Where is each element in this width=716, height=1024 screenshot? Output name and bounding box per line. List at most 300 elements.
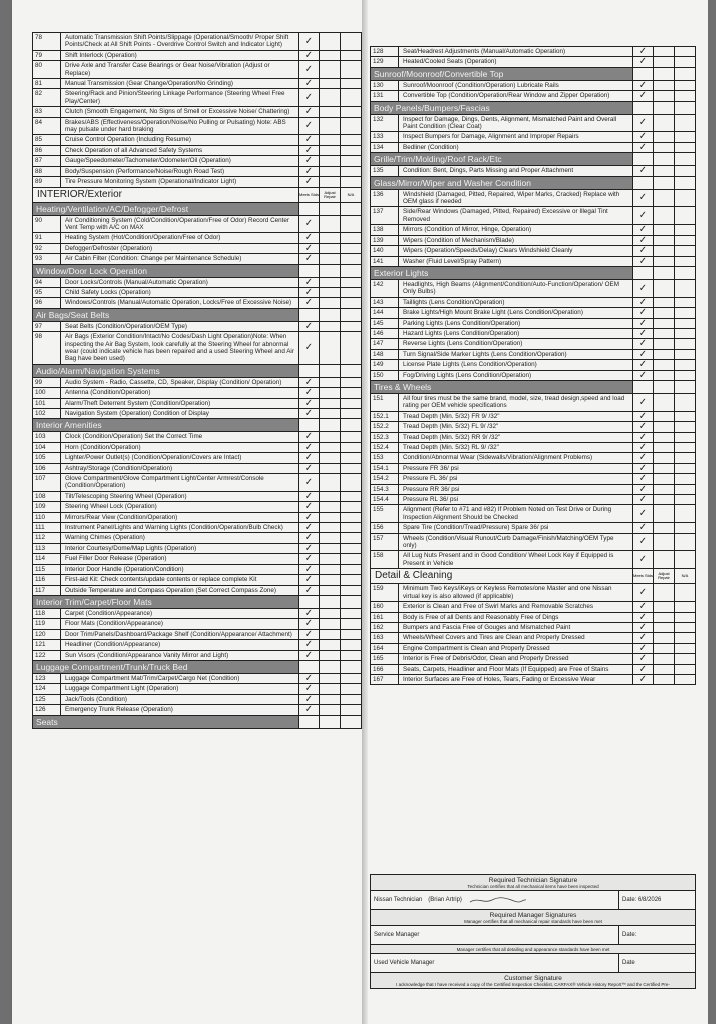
item-number: 126 (33, 705, 61, 714)
meets-standards-check: ✓ (298, 61, 319, 78)
item-description: Air Bags (Exterior Condition/Intact/No Codes/Dash Light Operation)Note: When inspecting the Air Bag System, look carefully at the Steering Wheel for abnormal wear (could indicate vehicle has been repaired and a used Steering Wheel and Air Bag have been used) (65, 333, 294, 363)
checklist-row (32, 61, 362, 79)
item-description: Horn (Condition/Operation) (65, 443, 141, 451)
na-cell (674, 675, 695, 684)
group-title: Detail & Cleaning (375, 570, 453, 582)
item-description: Drive Axle and Transfer Case Bearings or Gear Noise/Vibration (Adjust or Replace) (65, 62, 270, 77)
adjust-header: Adjust Repair (319, 188, 340, 202)
item-description: Audio System - Radio, Cassette, CD, Speaker, Display (Condition/ Operation) (65, 378, 282, 386)
item-number: 81 (33, 79, 61, 88)
meets-standards-check: ✓ (632, 675, 653, 684)
section-cell (298, 716, 319, 728)
checklist-row (370, 551, 696, 569)
na-cell (674, 319, 695, 328)
na-cell (340, 432, 361, 441)
item-description: Fog/Driving Lights (Lens Condition/Operation) (403, 371, 532, 379)
na-cell (340, 651, 361, 660)
item-description: Door Trim/Panels/Dashboard/Package Shelf (Condition/Appearance/ Attachment) (65, 630, 292, 638)
group-header (32, 188, 362, 203)
section-title: Body Panels/Bumpers/Fascias (371, 102, 632, 114)
section-cell (298, 309, 319, 321)
checklist-row (32, 51, 362, 61)
item-number: 109 (33, 502, 61, 511)
meets-standards-check: ✓ (298, 298, 319, 307)
item-number: 113 (33, 544, 61, 553)
signature-block (370, 874, 696, 989)
item-description: Alarm/Theft Deterrent System (Condition/Operation) (65, 399, 211, 407)
checklist-row (370, 534, 696, 552)
item-number: 101 (33, 399, 61, 408)
item-number: 110 (33, 513, 61, 522)
item-description: Gauge/Speedometer/Tachometer/Odometer/Oil (Operation) (65, 157, 231, 165)
adjust-repair-cell (653, 433, 674, 442)
section-cell (632, 68, 653, 80)
technician-signature-scribble (468, 895, 528, 905)
item-number: 137 (371, 207, 399, 224)
item-number: 82 (33, 89, 61, 106)
meets-standards-check: ✓ (298, 443, 319, 452)
checklist-row (370, 280, 696, 298)
adjust-repair-cell (319, 322, 340, 331)
detail-note: Manager certifies that all detailing and appearance standards have been met (371, 945, 695, 954)
checklist-row (370, 339, 696, 349)
na-cell (340, 544, 361, 553)
item-description: Pressure FR 36/ psi (403, 464, 459, 472)
adjust-repair-cell (653, 190, 674, 207)
item-number: 132 (371, 115, 399, 132)
na-cell (674, 190, 695, 207)
adjust-repair-cell (653, 584, 674, 601)
adjust-repair-cell (319, 630, 340, 639)
na-cell (340, 378, 361, 387)
na-cell (674, 495, 695, 504)
meets-standards-check: ✓ (632, 464, 653, 473)
na-cell (674, 207, 695, 224)
item-number: 95 (33, 288, 61, 297)
item-description: Cruise Control Operation (Including Resume) (65, 136, 191, 144)
item-number: 158 (371, 551, 399, 568)
meets-standards-check: ✓ (298, 513, 319, 522)
item-number: 131 (371, 91, 399, 100)
na-header: N/A (674, 569, 695, 583)
adjust-repair-cell (319, 565, 340, 574)
item-number: 152.3 (371, 433, 399, 442)
na-cell (340, 575, 361, 584)
na-cell (340, 233, 361, 242)
section-title: Exterior Lights (371, 267, 632, 279)
item-number: 94 (33, 278, 61, 287)
adjust-repair-cell (319, 609, 340, 618)
item-description: Lighter/Power Outlet(s) (Condition/Operation/Covers are Intact) (65, 454, 242, 462)
adjust-repair-cell (319, 167, 340, 176)
meets-header: Meets Stds (298, 188, 319, 202)
adjust-repair-cell (653, 551, 674, 568)
item-number: 91 (33, 233, 61, 242)
section-cell (340, 309, 361, 321)
item-number: 153 (371, 453, 399, 462)
na-cell (340, 146, 361, 155)
item-description: Windows/Controls (Manual/Automatic Operation, Locks/Free of Excessive Noise) (65, 299, 292, 307)
meets-standards-check: ✓ (632, 257, 653, 266)
item-description: Headlights, High Beams (Alignment/Condition/Auto-Function/Operation/ OEM Only Bulbs) (403, 280, 619, 296)
item-description: Steering Wheel Lock (Operation) (65, 503, 157, 511)
meets-standards-check: ✓ (298, 378, 319, 387)
checklist-row (370, 613, 696, 623)
item-description: Emergency Trunk Release (Operation) (65, 706, 173, 714)
item-description: Exterior is Clean and Free of Swirl Marks and Removable Scratches (403, 603, 594, 611)
checklist-row (370, 433, 696, 443)
na-cell (674, 551, 695, 568)
na-cell (674, 298, 695, 307)
item-description: Outside Temperature and Compass Operation (Set Correct Compass Zone) (65, 586, 276, 594)
meets-standards-check: ✓ (298, 156, 319, 165)
item-description: Washer (Fluid Level/Spray Pattern) (403, 257, 502, 265)
section-header (370, 102, 696, 115)
adjust-repair-cell (319, 254, 340, 263)
checklist-row (370, 485, 696, 495)
checklist-row (32, 79, 362, 89)
adjust-repair-cell (319, 464, 340, 473)
na-cell (674, 115, 695, 132)
na-cell (674, 339, 695, 348)
checklist-row (32, 32, 362, 51)
adjust-repair-cell (319, 544, 340, 553)
section-cell (653, 102, 674, 114)
na-cell (340, 705, 361, 714)
checklist-row (370, 207, 696, 225)
checklist-row (370, 394, 696, 412)
item-description: Air Conditioning System (Cold/Condition/Operation/Free of Odor) Record Center Vent Temp with A/C on MAX (65, 216, 289, 231)
meets-standards-check: ✓ (298, 695, 319, 704)
item-number: 116 (33, 575, 61, 584)
item-description: Seat/Headrest Adjustments (Manual/Automatic Operation) (403, 48, 566, 55)
na-cell (674, 91, 695, 100)
item-number: 124 (33, 684, 61, 693)
item-number: 149 (371, 360, 399, 369)
checklist-row (32, 409, 362, 419)
na-cell (340, 630, 361, 639)
adjust-repair-cell (319, 278, 340, 287)
item-description: Bedliner (Condition) (403, 143, 459, 151)
item-number: 162 (371, 623, 399, 632)
na-cell (674, 394, 695, 411)
item-description: Brake Lights/High Mount Brake Light (Lens Condition/Operation) (403, 309, 583, 317)
na-cell (340, 523, 361, 532)
na-cell (340, 332, 361, 364)
meets-standards-check: ✓ (632, 495, 653, 504)
item-number: 78 (33, 33, 61, 50)
customer-signature-header (371, 973, 695, 988)
checklist-row (370, 443, 696, 453)
section-cell (674, 267, 695, 279)
na-cell (340, 464, 361, 473)
na-cell (674, 464, 695, 473)
item-description: Spare Tire (Condition/Tread/Pressure) Spare 36/ psi (403, 524, 549, 532)
adjust-repair-cell (319, 332, 340, 364)
item-description: Child Safety Locks (Operation) (65, 288, 151, 296)
item-number: 135 (371, 166, 399, 175)
adjust-repair-cell (653, 319, 674, 328)
checklist-row (370, 350, 696, 360)
meets-standards-check: ✓ (298, 135, 319, 144)
meets-standards-check: ✓ (298, 288, 319, 297)
item-description: Interior Door Handle (Operation/Condition) (65, 565, 184, 573)
adjust-repair-cell (319, 684, 340, 693)
item-description: Parking Lights (Lens Condition/Operation) (403, 319, 521, 327)
item-number: 154.2 (371, 474, 399, 483)
item-number: 142 (371, 280, 399, 297)
item-number: 79 (33, 51, 61, 60)
item-number: 85 (33, 135, 61, 144)
na-cell (674, 453, 695, 462)
adjust-repair-cell (319, 146, 340, 155)
checklist-row (370, 46, 696, 57)
item-description: Warning Chimes (Operation) (65, 534, 145, 542)
meets-standards-check: ✓ (632, 246, 653, 255)
na-cell (340, 244, 361, 253)
na-cell (674, 166, 695, 175)
item-description: Tread Depth (Min. 5/32) FR 9/ /32" (403, 412, 500, 420)
adjust-repair-cell (653, 523, 674, 532)
checklist-row (370, 190, 696, 208)
checklist-row (32, 89, 362, 107)
item-number: 136 (371, 190, 399, 207)
item-number: 167 (371, 675, 399, 684)
na-cell (340, 61, 361, 78)
meets-standards-check: ✓ (632, 329, 653, 338)
item-number: 157 (371, 534, 399, 551)
item-description: Wheels/Wheel Covers and Tires are Clean and Properly Dressed (403, 634, 585, 642)
na-cell (340, 399, 361, 408)
item-description: Shift Interlock (Operation) (65, 51, 137, 59)
customer-signature-title: Customer Signature (504, 975, 562, 982)
section-cell (298, 203, 319, 215)
item-description: Mirrors/Rear View (Condition/Operation) (65, 513, 178, 521)
adjust-repair-cell (319, 118, 340, 135)
meets-standards-check: ✓ (632, 584, 653, 601)
na-cell (340, 492, 361, 501)
section-header (32, 203, 362, 216)
item-number: 154.4 (371, 495, 399, 504)
checklist-row (370, 412, 696, 422)
item-description: Seat Belts (Condition/Operation/OEM Type) (65, 322, 188, 330)
item-number: 164 (371, 644, 399, 653)
adjust-repair-cell (653, 623, 674, 632)
item-number: 128 (371, 47, 399, 56)
checklist-row (32, 216, 362, 234)
adjust-repair-cell (319, 388, 340, 397)
adjust-repair-cell (653, 613, 674, 622)
checklist-table-right (370, 46, 696, 685)
section-cell (340, 716, 361, 728)
item-description: Interior Surfaces are Free of Holes, Tears, Fading or Excessive Wear (403, 675, 596, 683)
adjust-repair-cell (653, 453, 674, 462)
item-description: Minimum Two Keys/iKeys or Keyless Remotes/one Master and one Nissan virtual key is also allowed (if applicable) (403, 585, 612, 600)
adjust-repair-cell (653, 654, 674, 663)
na-cell (340, 135, 361, 144)
section-title: Grille/Trim/Molding/Roof Rack/Etc (371, 153, 632, 165)
item-number: 83 (33, 107, 61, 116)
section-cell (632, 177, 653, 189)
item-number: 155 (371, 505, 399, 522)
meets-standards-check: ✓ (298, 492, 319, 501)
meets-standards-check: ✓ (632, 207, 653, 224)
na-cell (340, 156, 361, 165)
item-description: Body is Free of all Dents and Reasonably Free of Dings (403, 613, 559, 621)
section-title: Luggage Compartment/Trunk/Truck Bed (33, 661, 298, 673)
item-description: Luggage Compartment Mat/Trim/Carpet/Cargo Net (Condition) (65, 674, 240, 682)
item-description: Mirrors (Condition of Mirror, Hinge, Operation) (403, 226, 532, 234)
item-description: Antenna (Condition/Operation) (65, 389, 151, 397)
section-cell (653, 68, 674, 80)
meets-standards-check: ✓ (298, 118, 319, 135)
item-number: 160 (371, 602, 399, 611)
adjust-repair-cell (319, 533, 340, 542)
checklist-row (32, 107, 362, 117)
item-number: 111 (33, 523, 61, 532)
adjust-repair-cell (653, 81, 674, 90)
service-date-label: Date: (622, 932, 637, 938)
section-cell (340, 365, 361, 377)
item-number: 133 (371, 132, 399, 141)
section-header (370, 153, 696, 166)
meets-standards-check: ✓ (632, 665, 653, 674)
section-cell (298, 365, 319, 377)
na-cell (340, 533, 361, 542)
na-cell (674, 534, 695, 551)
item-description: Alignment (Refer to #71 and #82) If Problem Noted on Test Drive or During Inspection Alignment Should be Checked (403, 506, 612, 521)
item-description: Windshield (Damaged, Pitted, Repaired, Wiper Marks, Cracked) Replace with OEM glass if needed (403, 190, 620, 206)
adjust-repair-cell (653, 675, 674, 684)
item-number: 122 (33, 651, 61, 660)
adjust-repair-cell (319, 288, 340, 297)
checklist-row (370, 308, 696, 318)
adjust-repair-cell (653, 257, 674, 266)
item-description: Floor Mats (Condition/Appearance) (65, 620, 163, 628)
na-cell (340, 177, 361, 186)
item-description: Manual Transmission (Gear Change/Operation/No Grinding) (65, 80, 233, 88)
na-cell (340, 674, 361, 683)
checklist-row (32, 474, 362, 492)
checklist-row (370, 602, 696, 612)
na-cell (340, 586, 361, 595)
adjust-repair-cell (319, 298, 340, 307)
adjust-repair-cell (653, 602, 674, 611)
adjust-repair-cell (319, 554, 340, 563)
checklist-row (370, 422, 696, 432)
meets-standards-check: ✓ (632, 644, 653, 653)
adjust-repair-cell (319, 107, 340, 116)
adjust-repair-cell (319, 619, 340, 628)
section-cell (674, 153, 695, 165)
adjust-repair-cell (319, 89, 340, 106)
checklist-row (32, 118, 362, 136)
manager-signature-note: Manager certifies that all mechanical repair standards have been met (464, 919, 602, 924)
used-manager-label: Used Vehicle Manager (371, 954, 619, 972)
item-description: Wheels (Condition/Visual Runout/Curb Damage/Finish/Matching/OEM Type only) (403, 534, 614, 550)
section-header (370, 177, 696, 190)
section-cell (319, 661, 340, 673)
section-header (32, 265, 362, 278)
item-number: 88 (33, 167, 61, 176)
adjust-repair-cell (653, 665, 674, 674)
item-number: 103 (33, 432, 61, 441)
item-number: 166 (371, 665, 399, 674)
item-description: Pressure RR 36/ psi (403, 485, 460, 493)
meets-standards-check: ✓ (632, 453, 653, 462)
na-cell (674, 412, 695, 421)
checklist-row (370, 523, 696, 533)
checklist-row (32, 254, 362, 264)
adjust-repair-cell (319, 233, 340, 242)
section-cell (298, 265, 319, 277)
item-description: Heating System (Hot/Condition/Operation/Free of Odor) (65, 234, 221, 242)
adjust-repair-cell (319, 432, 340, 441)
item-description: Pressure RL 36/ psi (403, 496, 459, 504)
meets-standards-check: ✓ (298, 409, 319, 418)
section-cell (653, 381, 674, 393)
meets-standards-check: ✓ (632, 166, 653, 175)
section-cell (632, 267, 653, 279)
adjust-repair-cell (653, 495, 674, 504)
na-cell (340, 298, 361, 307)
na-cell (340, 684, 361, 693)
checklist-row (370, 329, 696, 339)
adjust-repair-cell (653, 350, 674, 359)
item-number: 140 (371, 246, 399, 255)
section-cell (298, 419, 319, 431)
adjust-repair-cell (653, 166, 674, 175)
checklist-row (370, 584, 696, 602)
item-number: 84 (33, 118, 61, 135)
checklist-page-right (368, 0, 708, 1024)
meets-standards-check: ✓ (632, 394, 653, 411)
adjust-repair-cell (319, 244, 340, 253)
item-description: Tread Depth (Min. 5/32) RL 9/ /32" (403, 444, 499, 451)
adjust-repair-cell (653, 47, 674, 56)
meets-standards-check: ✓ (298, 474, 319, 491)
section-title: Glass/Mirror/Wiper and Washer Condition (371, 177, 632, 189)
adjust-repair-cell (653, 57, 674, 66)
meets-standards-check: ✓ (632, 433, 653, 442)
checklist-row (370, 91, 696, 101)
section-cell (319, 419, 340, 431)
meets-standards-check: ✓ (632, 298, 653, 307)
manager-signature-header (371, 910, 695, 926)
section-title: Seats (33, 716, 298, 728)
item-description: Convertible Top (Condition/Operation/Rear Window and Zipper Operation) (403, 92, 610, 100)
adjust-repair-cell (319, 33, 340, 50)
item-number: 87 (33, 156, 61, 165)
na-cell (674, 623, 695, 632)
meets-standards-check: ✓ (298, 586, 319, 595)
checklist-row (32, 464, 362, 474)
checklist-row (370, 225, 696, 235)
adjust-repair-cell (653, 360, 674, 369)
item-number: 93 (33, 254, 61, 263)
item-description: Door Locks/Controls (Manual/Automatic Operation) (65, 278, 208, 286)
item-description: All Lug Nuts Present and in Good Condition/ Wheel Lock Key if Equipped is Present in Vehicle (403, 552, 614, 567)
item-number: 141 (371, 257, 399, 266)
adjust-repair-cell (653, 143, 674, 152)
na-cell (340, 409, 361, 418)
tech-date: Date: 6/8/2026 (622, 897, 662, 903)
item-description: Tire Pressure Monitoring System (Operational/Indicator Light) (65, 178, 237, 186)
item-number: 117 (33, 586, 61, 595)
meets-standards-check: ✓ (298, 575, 319, 584)
meets-standards-check: ✓ (632, 47, 653, 56)
section-cell (298, 661, 319, 673)
